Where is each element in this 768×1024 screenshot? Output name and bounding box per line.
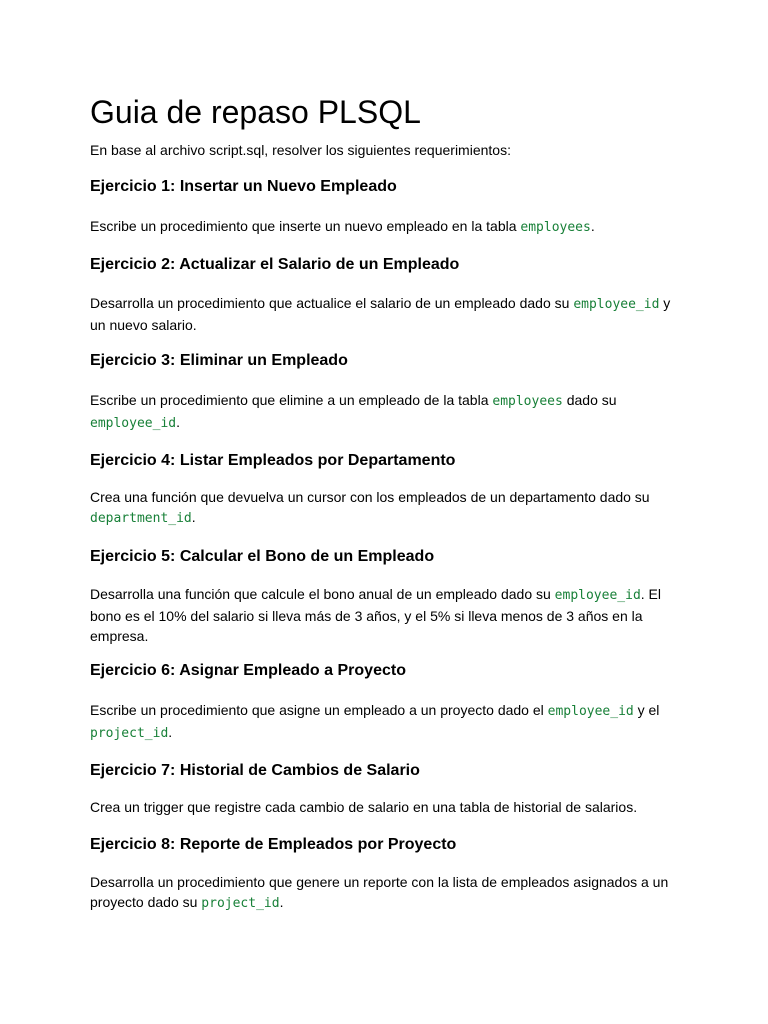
code-project-id: project_id [201,896,280,911]
exercise-4-title: Ejercicio 4: Listar Empleados por Departamento [90,452,456,469]
page-title: Guia de repaso PLSQL [90,94,421,130]
exercise-8-title: Ejercicio 8: Reporte de Empleados por Proyecto [90,836,457,853]
exercise-3-title: Ejercicio 3: Eliminar un Empleado [90,352,348,369]
exercise-7-text: Crea un trigger que registre cada cambio de salario en una tabla de historial de salarios. [90,799,638,815]
exercise-2-title: Ejercicio 2: Actualizar el Salario de un Empleado [90,256,460,273]
intro-text: En base al archivo script.sql, resolver los siguientes requerimientos: [90,142,511,158]
exercise-5-title: Ejercicio 5: Calcular el Bono de un Empleado [90,548,435,565]
exercise-2-text: Desarrolla un procedimiento que actualice el salario de un empleado dado su employee_id y un nuevo salario. [90,295,671,333]
exercise-1-text: Escribe un procedimiento que inserte un nuevo empleado en la tabla employees. [90,218,595,235]
exercise-5-text: Desarrolla una función que calcule el bono anual de un empleado dado su employee_id. El bono es el 10% del salario si lleva más de 3 años, y el 5% si lleva menos de 3 años en la empresa. [90,586,661,644]
exercise-1-title: Ejercicio 1: Insertar un Nuevo Empleado [90,178,397,195]
exercise-8-text: Desarrolla un procedimiento que genere un reporte con la lista de empleados asignados a un proyecto dado su project_id. [90,874,669,911]
exercise-4-text: Crea una función que devuelva un cursor con los empleados de un departamento dado su department_id. [90,489,650,526]
code-employee-id: employee_id [573,297,660,312]
exercise-6-title: Ejercicio 6: Asignar Empleado a Proyecto [90,662,406,679]
code-employee-id: employee_id [90,416,177,431]
code-employee-id: employee_id [547,704,634,719]
code-employee-id: employee_id [554,588,641,603]
code-employees: employees [492,394,563,409]
exercise-7-title: Ejercicio 7: Historial de Cambios de Salario [90,762,420,779]
exercise-6-text: Escribe un procedimiento que asigne un empleado a un proyecto dado el employee_id y el project_id. [90,702,660,741]
code-employees: employees [520,220,591,235]
exercise-3-text: Escribe un procedimiento que elimine a un empleado de la tabla employees dado su employee_id. [90,392,617,431]
code-department-id: department_id [90,511,192,526]
code-project-id: project_id [90,726,169,741]
